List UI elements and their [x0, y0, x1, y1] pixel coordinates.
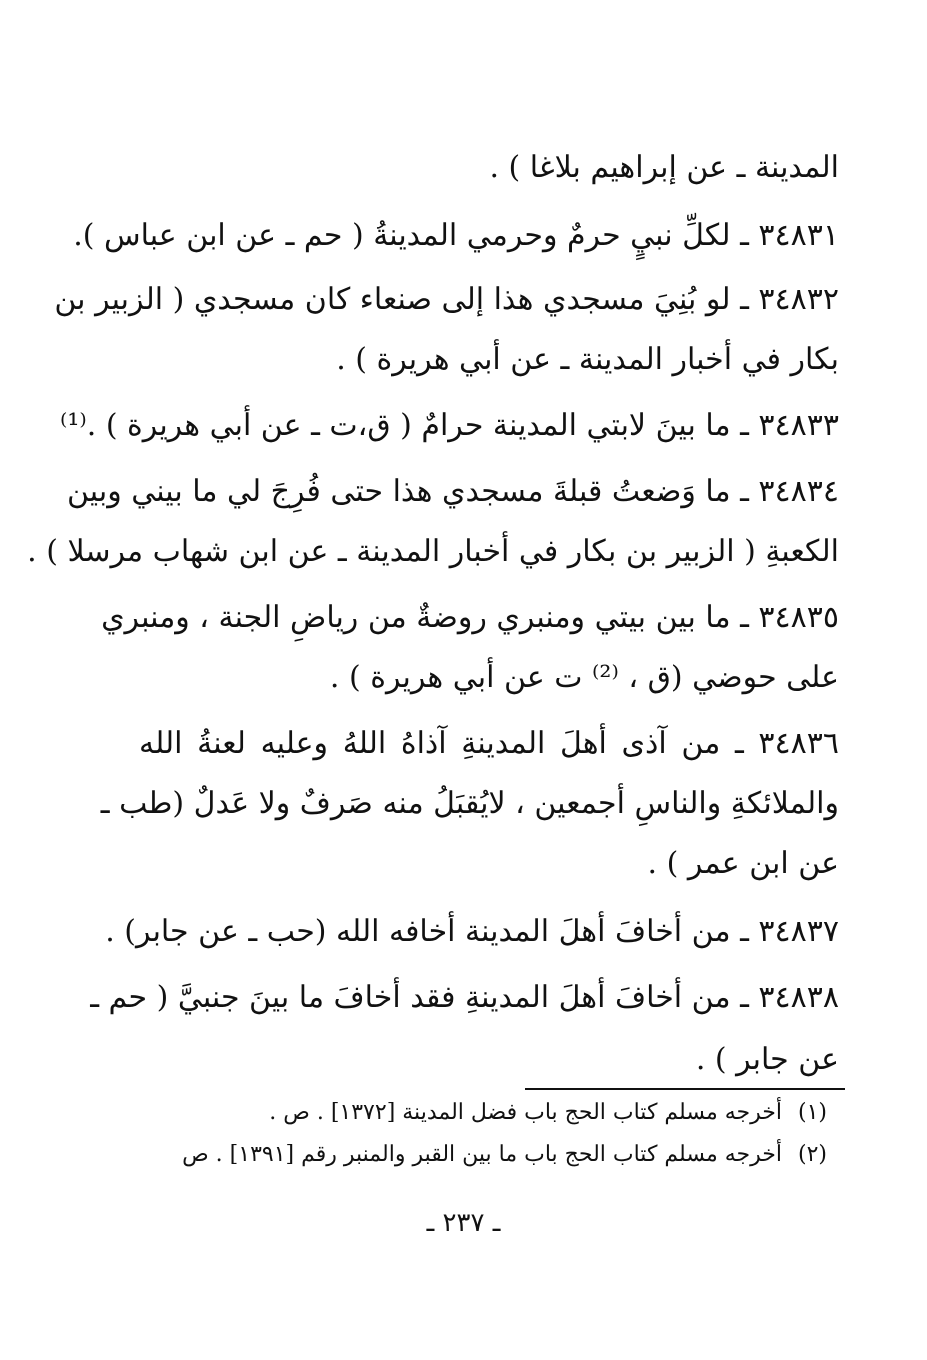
hadith-34831: ٣٤٨٣١ ـ لكلِّ نبيٍ حرمٌ وحرمي المدينةُ ( حم ـ عن ابن عباس ). — [73, 218, 839, 253]
footnote-2 — [127, 1140, 827, 1170]
footnote-2-number: (٢) — [797, 1142, 827, 1167]
text-line-1: المدينة ـ عن إبراهيم بلاغا ) . — [489, 150, 839, 185]
hadith-34834-cont: الكعبةِ ( الزبير بن بكار في أخبار المدينة ـ عن ابن شهاب مرسلا ) . — [27, 534, 839, 569]
hadith-34836-cont-2: عن ابن عمر ) . — [647, 846, 839, 881]
hadith-34832: ٣٤٨٣٢ ـ لو بُنِيَ مسجدي هذا إلى صنعاء كان مسجدي ( الزبير بن — [54, 282, 839, 317]
footnote-2-text: أخرجه مسلم كتاب الحج باب ما بين القبر والمنبر رقم [١٣٩١] . ص — [182, 1142, 782, 1167]
hadith-34833: ٣٤٨٣٣ ـ ما بينَ لابتي المدينة حرامٌ ( ق،ت ـ عن أبي هريرة ) .⁽¹⁾ — [59, 408, 839, 443]
footnote-divider — [525, 1088, 845, 1090]
hadith-34835-cont: على حوضي (ق ، ⁽²⁾ ت عن أبي هريرة ) . — [329, 660, 839, 695]
hadith-34832-cont: بكار في أخبار المدينة ـ عن أبي هريرة ) . — [336, 342, 839, 377]
hadith-34838-cont: عن جابر ) . — [695, 1042, 839, 1077]
footnote-1-text: أخرجه مسلم كتاب الحج باب فضل المدينة [١٣٧٢] . ص . — [269, 1100, 782, 1125]
hadith-34836-cont-1: والملائكةِ والناسِ أجمعين ، لايُقبَلُ منه صَرفٌ ولا عَدلٌ (طب ـ — [100, 786, 839, 821]
hadith-34836: ٣٤٨٣٦ ـ من آذى أهلَ المدينةِ آذاهُ اللهُ وعليه لعنةُ الله — [139, 726, 839, 761]
page-number: ـ ٢٣٧ ـ — [426, 1208, 501, 1238]
hadith-34837: ٣٤٨٣٧ ـ من أخافَ أهلَ المدينة أخافه الله (حب ـ عن جابر) . — [105, 914, 839, 949]
hadith-34838: ٣٤٨٣٨ ـ من أخافَ أهلَ المدينةِ فقد أخافَ ما بينَ جنبيَّ ( حم ـ — [90, 980, 839, 1015]
footnote-1-number: (١) — [797, 1100, 827, 1125]
footnote-1 — [127, 1098, 827, 1128]
hadith-34835: ٣٤٨٣٥ ـ ما بين بيتي ومنبري روضةٌ من رياضِ الجنة ، ومنبري — [101, 600, 839, 635]
hadith-34834: ٣٤٨٣٤ ـ ما وَضعتُ قبلةَ مسجدي هذا حتى فُرِجَ لي ما بيني وبين — [66, 474, 839, 509]
